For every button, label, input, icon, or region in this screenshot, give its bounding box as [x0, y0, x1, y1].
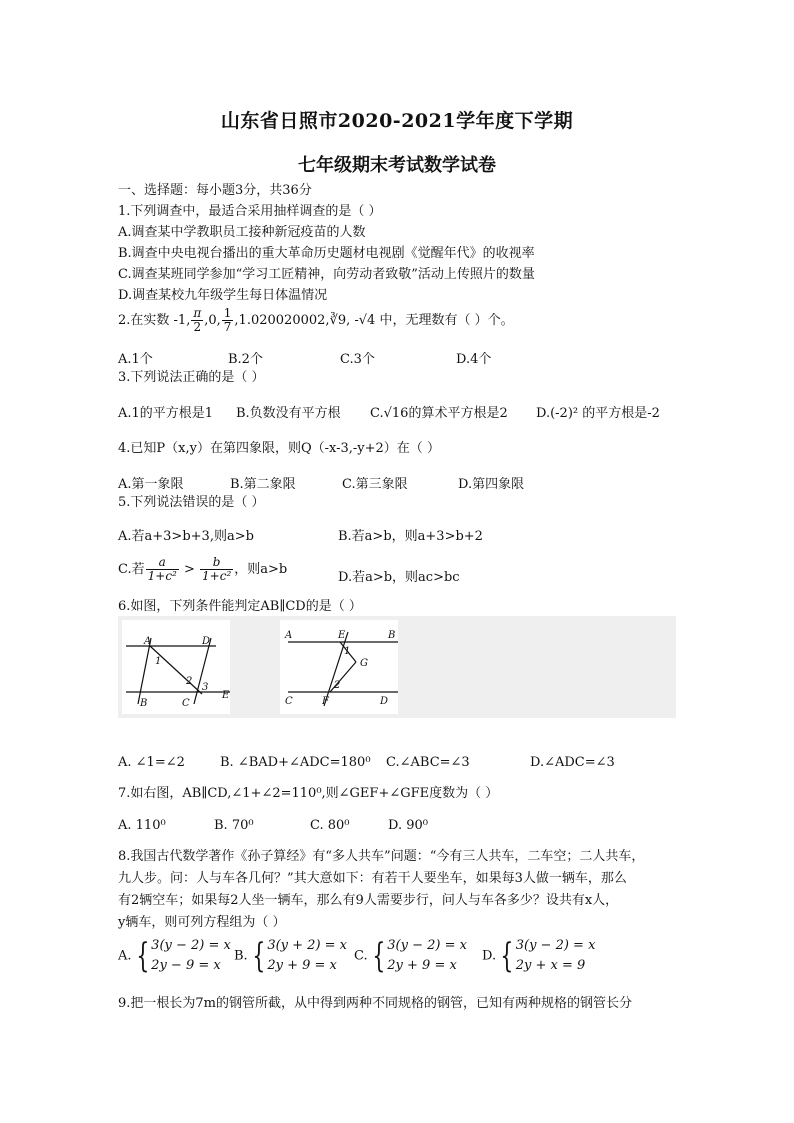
fig1-label-2: 2	[186, 676, 193, 687]
q2-stem: 2.在实数 -1, $\frac{\pi}{2}$ ,0, $\frac{1}{7}$ ,1.020020002,∛9, -√4 中，无理数有（ ）个。	[118, 306, 514, 334]
q5-option-c: C.若 $\frac{a}{\text{1+c²}}$ > $\frac{b}{\text{1+c²}}$ ，则a>b	[118, 555, 288, 583]
fig2-label-e: E	[338, 630, 346, 641]
q1-stem: 1.下列调查中，最适合采用抽样调查的是（ ）	[118, 204, 382, 219]
fig2-label-f: F	[322, 696, 329, 707]
q6-q7-figures	[118, 616, 676, 718]
q2-sqrt: √4	[358, 313, 376, 328]
q5-option-d: D.若a>b，则ac>bc	[338, 570, 460, 585]
q1-option-a: A.调查某中学教职员工接种新冠疫苗的人数	[118, 225, 366, 240]
q6-stem: 6.如图，下列条件能判定AB∥CD的是（ ）	[118, 599, 362, 614]
q3-option-d: D.(-2)² 的平方根是-2	[536, 406, 660, 421]
q2-cube-root: ∛9	[329, 313, 347, 328]
fig2-label-c: C	[285, 696, 293, 707]
fig2-label-2: 2	[334, 680, 341, 691]
fig2-label-1: 1	[344, 646, 351, 657]
q2-option-d: D.4个	[456, 352, 492, 367]
q6-option-d: D.∠ADC=∠3	[530, 755, 615, 770]
q8-option-b: B. { 3(y + 2) = x 2y + 9 = x	[234, 936, 348, 976]
q6-option-a: A. ∠1=∠2	[118, 755, 185, 770]
fig1-label-d: D	[202, 636, 211, 647]
fig1-label-e: E	[222, 690, 230, 701]
q2-option-c: C.3个	[340, 352, 375, 367]
q8-option-d: D. { 3(y − 2) = x 2y + x = 9	[482, 936, 596, 976]
q4-option-d: D.第四象限	[458, 477, 525, 492]
q5-option-a: A.若a+3>b+3,则a>b	[118, 529, 254, 544]
q4-option-c: C.第三象限	[342, 477, 408, 492]
q3-option-c: C.√16的算术平方根是2	[370, 406, 508, 421]
q5-stem: 5.下列说法错误的是（ ）	[118, 495, 265, 510]
q6-option-c: C.∠ABC=∠3	[386, 755, 470, 770]
q3-option-b: B.负数没有平方根	[236, 406, 341, 421]
q2-frac-pi: $\frac{\pi}{2}$	[193, 306, 202, 334]
fig1-label-1: 1	[155, 656, 162, 667]
exam-subtitle: 七年级期末考试数学试卷	[298, 155, 496, 176]
fig1-label-3: 3	[202, 682, 209, 693]
q5-option-b: B.若a>b，则a+3>b+2	[338, 529, 483, 544]
q8-line-1: 8.我国古代数学著作《孙子算经》有“多人共车”问题：“今有三人共车，二车空；二人共车，	[118, 849, 645, 864]
q7-option-d: D. 90⁰	[388, 818, 428, 833]
q6-option-b: B. ∠BAD+∠ADC=180⁰	[220, 755, 371, 770]
q3-option-a: A.1的平方根是1	[118, 406, 214, 421]
fig1-label-a: A	[144, 636, 152, 647]
q2-stem-pre: 2.在实数 -1,	[118, 313, 191, 328]
exam-title: 山东省日照市2020-2021学年度下学期	[220, 110, 574, 132]
q8-line-4: y辆车，则可列方程组为（ ）	[118, 915, 286, 930]
fig1-label-b: B	[140, 698, 148, 709]
fig1-label-c: C	[182, 698, 190, 709]
q8-line-2: 九人步。问：人与车各几何？”其大意如下：有若干人要坐车，如果每3人做一辆车，那么	[118, 871, 627, 886]
q4-option-a: A.第一象限	[118, 477, 184, 492]
figure-panel	[118, 616, 676, 718]
q1-option-b: B.调查中央电视台播出的重大革命历史题材电视剧《觉醒年代》的收视率	[118, 246, 535, 261]
q9-line-1: 9.把一根长为7m的钢管所截，从中得到两种不同规格的钢管，已知有两种规格的钢管长分	[118, 996, 633, 1011]
q7-option-c: C. 80⁰	[310, 818, 350, 833]
figure-1	[122, 620, 230, 714]
q8-line-3: 有2辆空车；如果每2人坐一辆车，那么有9人需要步行，问人与车各多少？设共有x人，	[118, 893, 619, 908]
q4-option-b: B.第二象限	[230, 477, 296, 492]
q7-option-b: B. 70⁰	[214, 818, 254, 833]
fig2-label-d: D	[380, 696, 389, 707]
q7-option-a: A. 110⁰	[118, 818, 166, 833]
q3-stem: 3.下列说法正确的是（ ）	[118, 370, 265, 385]
q8-option-a: A. { 3(y − 2) = x 2y − 9 = x	[118, 936, 231, 976]
q1-option-d: D.调查某校九年级学生每日体温情况	[118, 288, 328, 303]
q4-stem: 4.已知P（x,y）在第四象限，则Q（-x-3,-y+2）在（ ）	[118, 441, 440, 456]
section-heading: 一、选择题：每小题3分，共36分	[118, 183, 312, 198]
q1-option-c: C.调查某班同学参加“学习工匠精神，向劳动者致敬”活动上传照片的数量	[118, 267, 535, 282]
fig2-label-g: G	[360, 658, 368, 669]
fig2-label-a: A	[285, 630, 293, 641]
fig2-label-b: B	[388, 630, 396, 641]
q2-option-b: B.2个	[228, 352, 263, 367]
q2-frac-seventh: $\frac{1}{7}$	[223, 306, 232, 334]
q7-stem: 7.如右图，AB∥CD,∠1+∠2=110⁰,则∠GEF+∠GFE度数为（ ）	[118, 786, 499, 801]
q2-option-a: A.1个	[118, 352, 153, 367]
q8-option-c: C. { 3(y − 2) = x 2y + 9 = x	[354, 936, 467, 976]
figure-2	[280, 620, 398, 714]
